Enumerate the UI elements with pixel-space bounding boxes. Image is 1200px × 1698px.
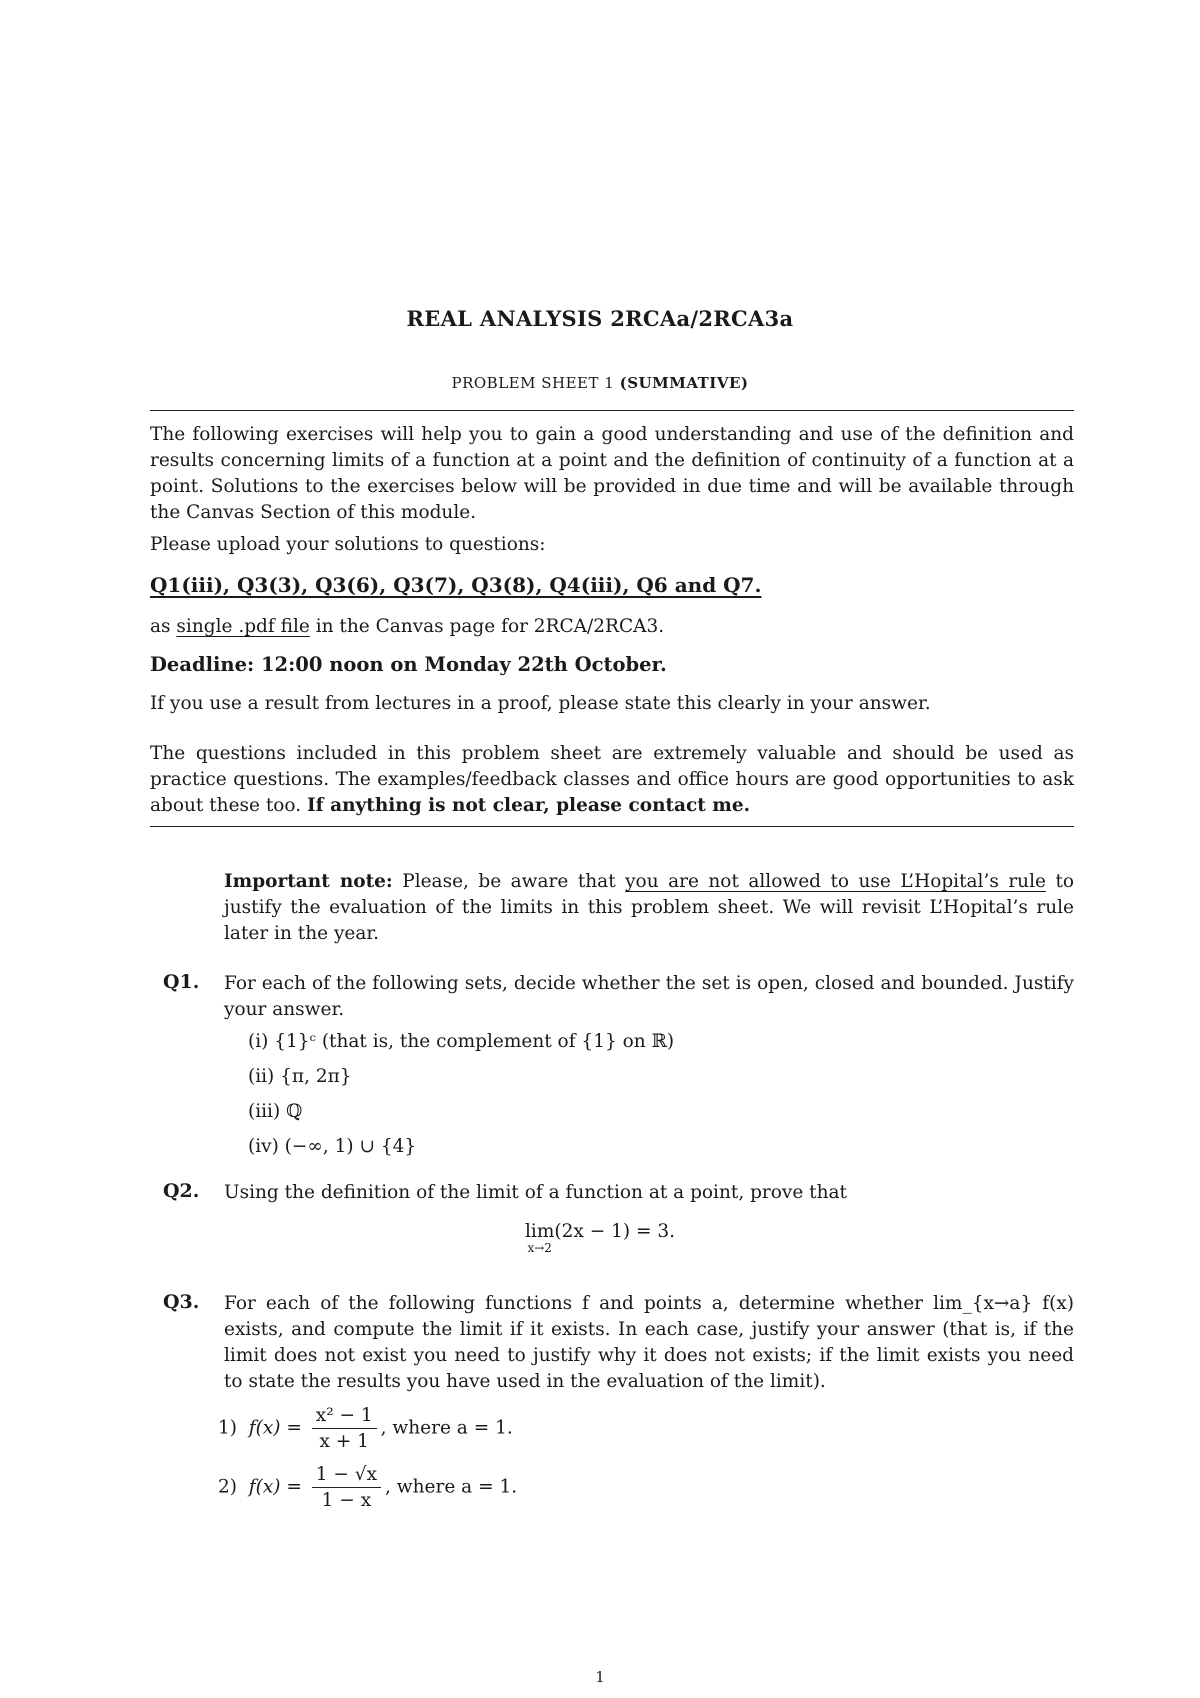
where-clause: , where a = 1. (385, 1476, 518, 1498)
limit-word: lim (525, 1221, 555, 1242)
q1-item: (iv) (−∞, 1) ∪ {4} (248, 1136, 417, 1157)
q3-label: Q3. (163, 1291, 200, 1313)
part-lhs: f(x) = (248, 1417, 302, 1439)
q3-part (218, 1405, 513, 1452)
as-suffix: in the Canvas page for 2RCA/2RCA3. (309, 616, 665, 637)
q2-text: Using the definition of the limit of a function at a point, prove that (224, 1182, 847, 1203)
q1-label: Q1. (163, 971, 200, 993)
contact-text: If anything is not clear, please contact me. (307, 795, 751, 816)
sheet-subtitle (0, 374, 1200, 392)
where-clause: , where a = 1. (380, 1417, 513, 1439)
result-note: If you use a result from lectures in a proof, please state this clearly in your answer. (150, 693, 931, 714)
note-after: to justify the evaluation of the limits in this problem sheet. We will revisit L’Hopital’s rule later in the year. (224, 871, 1075, 944)
part-number: 1) (218, 1417, 237, 1439)
important-note (224, 869, 1074, 947)
numerator: 1 − √x (312, 1464, 381, 1488)
fraction (312, 1464, 381, 1511)
note-before: Please, be aware that (392, 871, 626, 892)
valuable-paragraph (150, 741, 1074, 819)
deadline: Deadline: 12:00 noon on Monday 22th October. (150, 653, 667, 676)
intro-paragraph: The following exercises will help you to gain a good understanding and use of the definition and results concerning limits of a function at a point and the definition of continuity of a function at a point. Solutions to the exercises below will be provided in due time and will be available through the Canvas Section of this module. (150, 424, 1074, 523)
note-underlined: you are not allowed to use L’Hopital’s rule (625, 871, 1046, 892)
question-list: Q1(iii), Q3(3), Q3(6), Q3(7), Q3(8), Q4(iii), Q6 and Q7. (150, 573, 762, 597)
q3-text: For each of the following functions f and points a, determine whether lim_{x→a} f(x) exists, and compute the limit if it exists. In each case, justify your answer (that is, if the limit does not exist you need to justify why it does not exists; if the limit exists you need to state the results you have used in the evaluation of the limit). (224, 1293, 1074, 1392)
denominator: x + 1 (319, 1431, 369, 1452)
upload-prompt: Please upload your solutions to questions: (150, 534, 546, 555)
q1-text: For each of the following sets, decide whether the set is open, closed and bounded. Justify your answer. (224, 973, 1074, 1020)
q3-part (218, 1464, 517, 1511)
q2-label: Q2. (163, 1180, 200, 1202)
as-prefix: as (150, 616, 177, 637)
fraction (312, 1405, 377, 1452)
q1-item: (iii) ℚ (248, 1101, 303, 1122)
part-lhs: f(x) = (248, 1476, 302, 1498)
page-number: 1 (595, 1668, 605, 1686)
subtitle-bold: (SUMMATIVE) (619, 374, 749, 392)
limit-expression: (2x − 1) = 3. (554, 1221, 675, 1242)
q1-item: (ii) {π, 2π} (248, 1066, 352, 1087)
valuable-text: The questions included in this problem sheet are extremely valuable and should be used as practice questions. The examples/feedback classes and office hours are good opportunities to ask about these too. (150, 743, 1074, 816)
submission-line (150, 614, 1074, 640)
q2-limit (0, 1222, 1200, 1254)
numerator: x² − 1 (312, 1405, 377, 1429)
sheet-title: REAL ANALYSIS 2RCAa/2RCA3a (406, 306, 794, 331)
single-pdf-text: single .pdf file (176, 616, 310, 637)
bottom-divider (150, 826, 1074, 827)
top-divider (150, 410, 1074, 411)
subtitle-prefix: PROBLEM SHEET 1 (451, 374, 615, 392)
denominator: 1 − x (321, 1490, 372, 1511)
limit-subscript: x→2 (527, 1241, 552, 1255)
part-number: 2) (218, 1476, 237, 1498)
note-label: Important note: (224, 871, 393, 892)
q1-item: (i) {1}ᶜ (that is, the complement of {1} on ℝ) (248, 1031, 675, 1052)
